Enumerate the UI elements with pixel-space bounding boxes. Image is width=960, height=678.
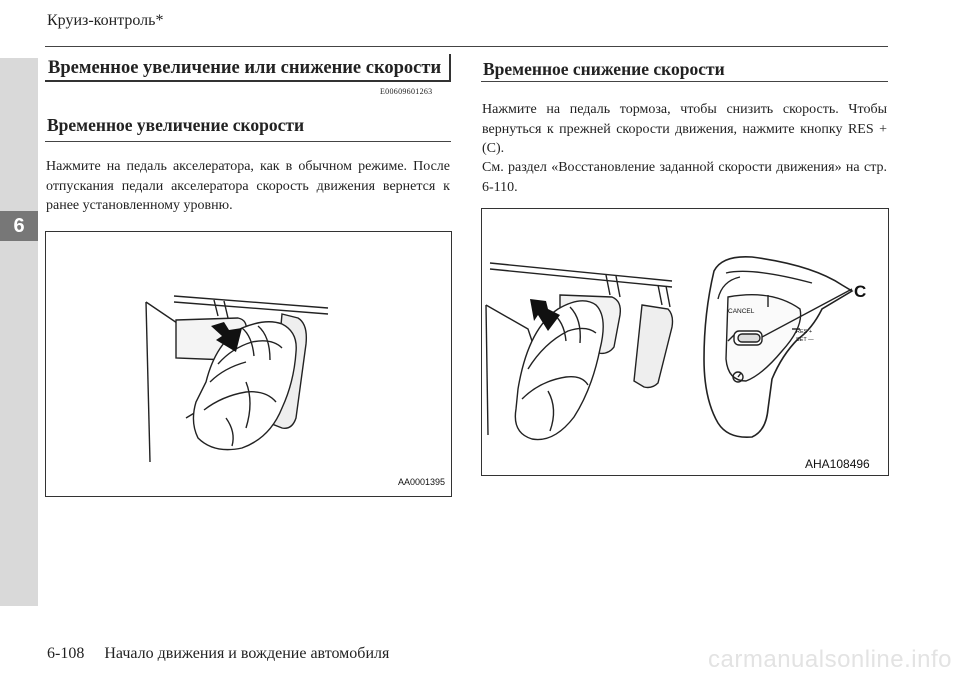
brake-illustration xyxy=(482,209,888,475)
section-heading: Временное увеличение или снижение скорости xyxy=(45,56,451,82)
accelerator-figure xyxy=(45,231,452,497)
accelerator-illustration xyxy=(46,232,451,496)
left-figure-code: AA0001395 xyxy=(398,477,446,487)
left-subheading-rule xyxy=(45,141,451,142)
watermark: carmanualsonline.info xyxy=(708,646,952,673)
chapter-tab: 6 xyxy=(0,211,38,241)
section-code: E00609601263 xyxy=(380,87,433,96)
running-head: Круиз-контроль* xyxy=(47,12,164,29)
res-switch-label: RES + xyxy=(796,329,813,335)
left-paragraph: Нажмите на педаль акселератора, как в обычном режиме. После отпускания педали акселератора скорость движения вернется к ранее установленному уровню. xyxy=(46,159,450,213)
right-subheading: Временное снижение скорости xyxy=(483,59,725,79)
brake-figure xyxy=(481,208,889,476)
side-strip xyxy=(0,58,38,606)
right-paragraph-1: Нажмите на педаль тормоза, чтобы снизить скорость. Чтобы вернуться к прежней скорости движения, нажмите кнопку RES + (C). xyxy=(482,102,887,156)
top-rule xyxy=(45,46,888,47)
chapter-title: Начало движения и вождение автомобиля xyxy=(104,645,390,662)
right-subheading-rule xyxy=(481,81,888,82)
page-number: 6-108 xyxy=(47,645,85,662)
cancel-switch-label: CANCEL xyxy=(728,308,755,315)
set-switch-label: SET — xyxy=(796,337,814,343)
left-subheading: Временное увеличение скорости xyxy=(47,115,305,135)
right-figure-code: AHA108496 xyxy=(805,457,870,471)
page-footer xyxy=(47,645,389,663)
right-paragraph-2: См. раздел «Восстановление заданной скорости движения» на стр. 6-110. xyxy=(482,160,887,195)
callout-letter: C xyxy=(854,282,867,301)
